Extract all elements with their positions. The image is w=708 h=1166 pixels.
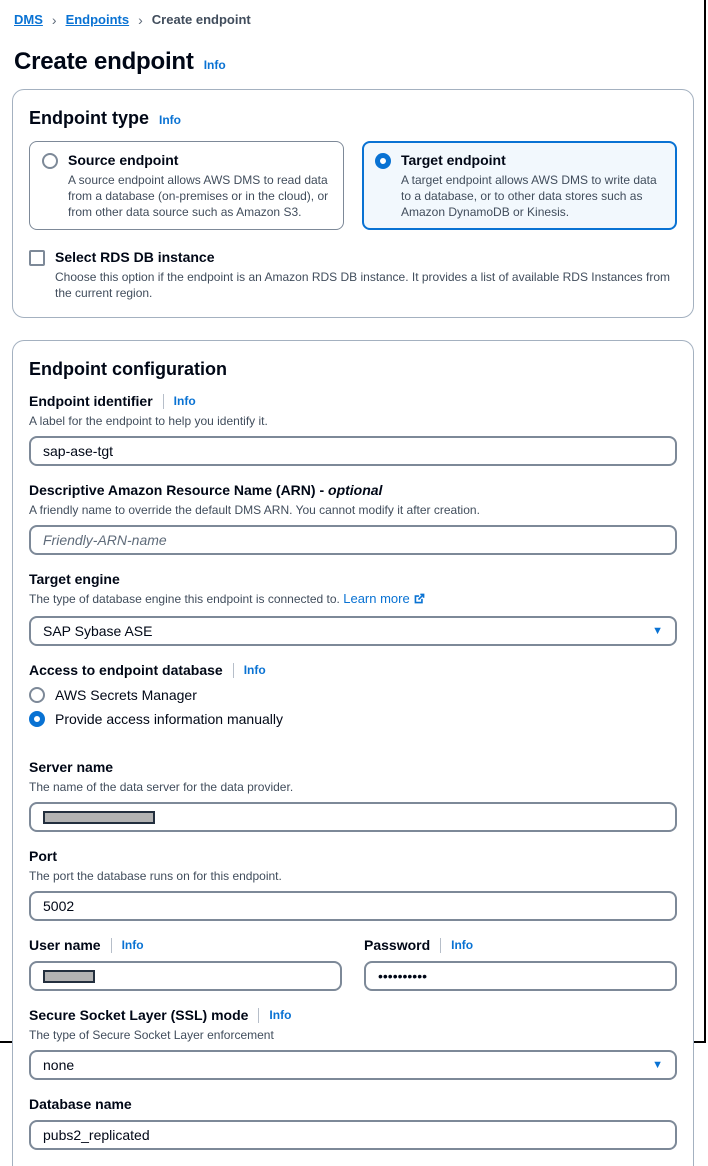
- label-separator: [233, 663, 234, 678]
- endpoint-type-panel: [12, 89, 694, 318]
- user-name-input[interactable]: [29, 961, 342, 991]
- target-engine-label: Target engine: [29, 571, 120, 587]
- endpoint-type-tiles: [29, 141, 677, 230]
- ssl-mode-select[interactable]: [29, 1050, 677, 1080]
- breadcrumb-separator-icon: ›: [138, 11, 143, 28]
- port-description: The port the database runs on for this endpoint.: [29, 869, 282, 883]
- access-info-link[interactable]: Info: [243, 663, 266, 677]
- chevron-down-icon: ▼: [652, 1059, 663, 1071]
- target-endpoint-tile[interactable]: [362, 141, 677, 230]
- user-name-label: User name: [29, 937, 101, 953]
- breadcrumb-link-endpoints[interactable]: Endpoints: [65, 12, 130, 27]
- port-input[interactable]: [29, 891, 677, 921]
- arn-input[interactable]: [29, 525, 677, 555]
- target-engine-select[interactable]: [29, 616, 677, 646]
- page-info-link[interactable]: Info: [203, 58, 226, 72]
- source-endpoint-tile[interactable]: [29, 141, 344, 230]
- ssl-mode-value: none: [43, 1057, 75, 1073]
- external-link-icon[interactable]: [413, 592, 426, 609]
- port-label: Port: [29, 848, 57, 864]
- ssl-mode-label: Secure Socket Layer (SSL) mode: [29, 1007, 249, 1023]
- password-input[interactable]: [364, 961, 677, 991]
- endpoint-identifier-info-link[interactable]: Info: [173, 394, 196, 408]
- database-name-input[interactable]: [29, 1120, 677, 1150]
- access-option-manual[interactable]: [29, 711, 677, 727]
- manual-access-label: Provide access information manually: [55, 711, 283, 727]
- breadcrumb-link-dms[interactable]: DMS: [14, 12, 43, 27]
- label-separator: [258, 1008, 259, 1023]
- ssl-mode-description: The type of Secure Socket Layer enforcement: [29, 1028, 274, 1042]
- user-name-info-link[interactable]: Info: [121, 938, 144, 952]
- source-endpoint-radio-icon[interactable]: [42, 153, 58, 169]
- breadcrumb-separator-icon: ›: [51, 11, 57, 28]
- endpoint-identifier-description: A label for the endpoint to help you identify it.: [29, 414, 268, 428]
- target-engine-value: SAP Sybase ASE: [43, 623, 153, 639]
- password-info-link[interactable]: Info: [451, 938, 474, 952]
- access-label: Access to endpoint database: [29, 662, 223, 678]
- rds-instance-checkbox[interactable]: [29, 250, 45, 266]
- server-name-description: The name of the data server for the data provider.: [29, 780, 294, 794]
- endpoint-identifier-input[interactable]: [29, 436, 677, 466]
- arn-label: Descriptive Amazon Resource Name (ARN) - optional: [29, 482, 383, 498]
- label-separator: [440, 938, 441, 953]
- breadcrumb: [14, 12, 694, 27]
- endpoint-configuration-heading: Endpoint configuration: [29, 359, 227, 379]
- label-separator: [111, 938, 112, 953]
- source-endpoint-description: A source endpoint allows AWS DMS to read data from a database (on-premises or in the cloud), or from other data source such as Amazon S3.: [68, 173, 329, 219]
- ssl-mode-info-link[interactable]: Info: [269, 1008, 292, 1022]
- endpoint-type-info-link[interactable]: Info: [159, 113, 181, 127]
- source-endpoint-title: Source endpoint: [68, 152, 179, 168]
- target-engine-description: The type of database engine this endpoint is connected to. Learn more: [29, 591, 677, 609]
- endpoint-identifier-label: Endpoint identifier: [29, 393, 153, 409]
- password-label: Password: [364, 937, 431, 953]
- chevron-down-icon: ▼: [652, 625, 663, 637]
- rds-checkbox-description: Choose this option if the endpoint is an Amazon RDS DB instance. It provides a list of available RDS Instances from the current region.: [55, 270, 670, 300]
- manual-access-radio-icon[interactable]: [29, 711, 45, 727]
- secrets-manager-label: AWS Secrets Manager: [55, 687, 197, 703]
- breadcrumb-current: Create endpoint: [151, 12, 251, 27]
- rds-checkbox-label[interactable]: Select RDS DB instance: [55, 249, 215, 265]
- target-endpoint-radio-icon[interactable]: [375, 153, 391, 169]
- server-name-label: Server name: [29, 759, 114, 775]
- redaction-overlay: [43, 970, 95, 983]
- endpoint-type-heading: Endpoint type: [29, 108, 149, 128]
- server-name-input[interactable]: [29, 802, 677, 832]
- redaction-overlay: [43, 811, 155, 824]
- endpoint-configuration-panel: [12, 340, 694, 1166]
- arn-description: A friendly name to override the default DMS ARN. You cannot modify it after creation.: [29, 503, 480, 517]
- access-option-secrets-manager[interactable]: [29, 687, 677, 703]
- target-endpoint-description: A target endpoint allows AWS DMS to write data to a database, or to other data stores such as Amazon DynamoDB or Kinesis.: [401, 173, 657, 219]
- label-separator: [163, 394, 164, 409]
- secrets-manager-radio-icon[interactable]: [29, 687, 45, 703]
- page-title: Create endpoint: [14, 48, 194, 75]
- database-name-label: Database name: [29, 1096, 132, 1112]
- target-endpoint-title: Target endpoint: [401, 152, 506, 168]
- learn-more-link[interactable]: Learn more: [343, 591, 410, 606]
